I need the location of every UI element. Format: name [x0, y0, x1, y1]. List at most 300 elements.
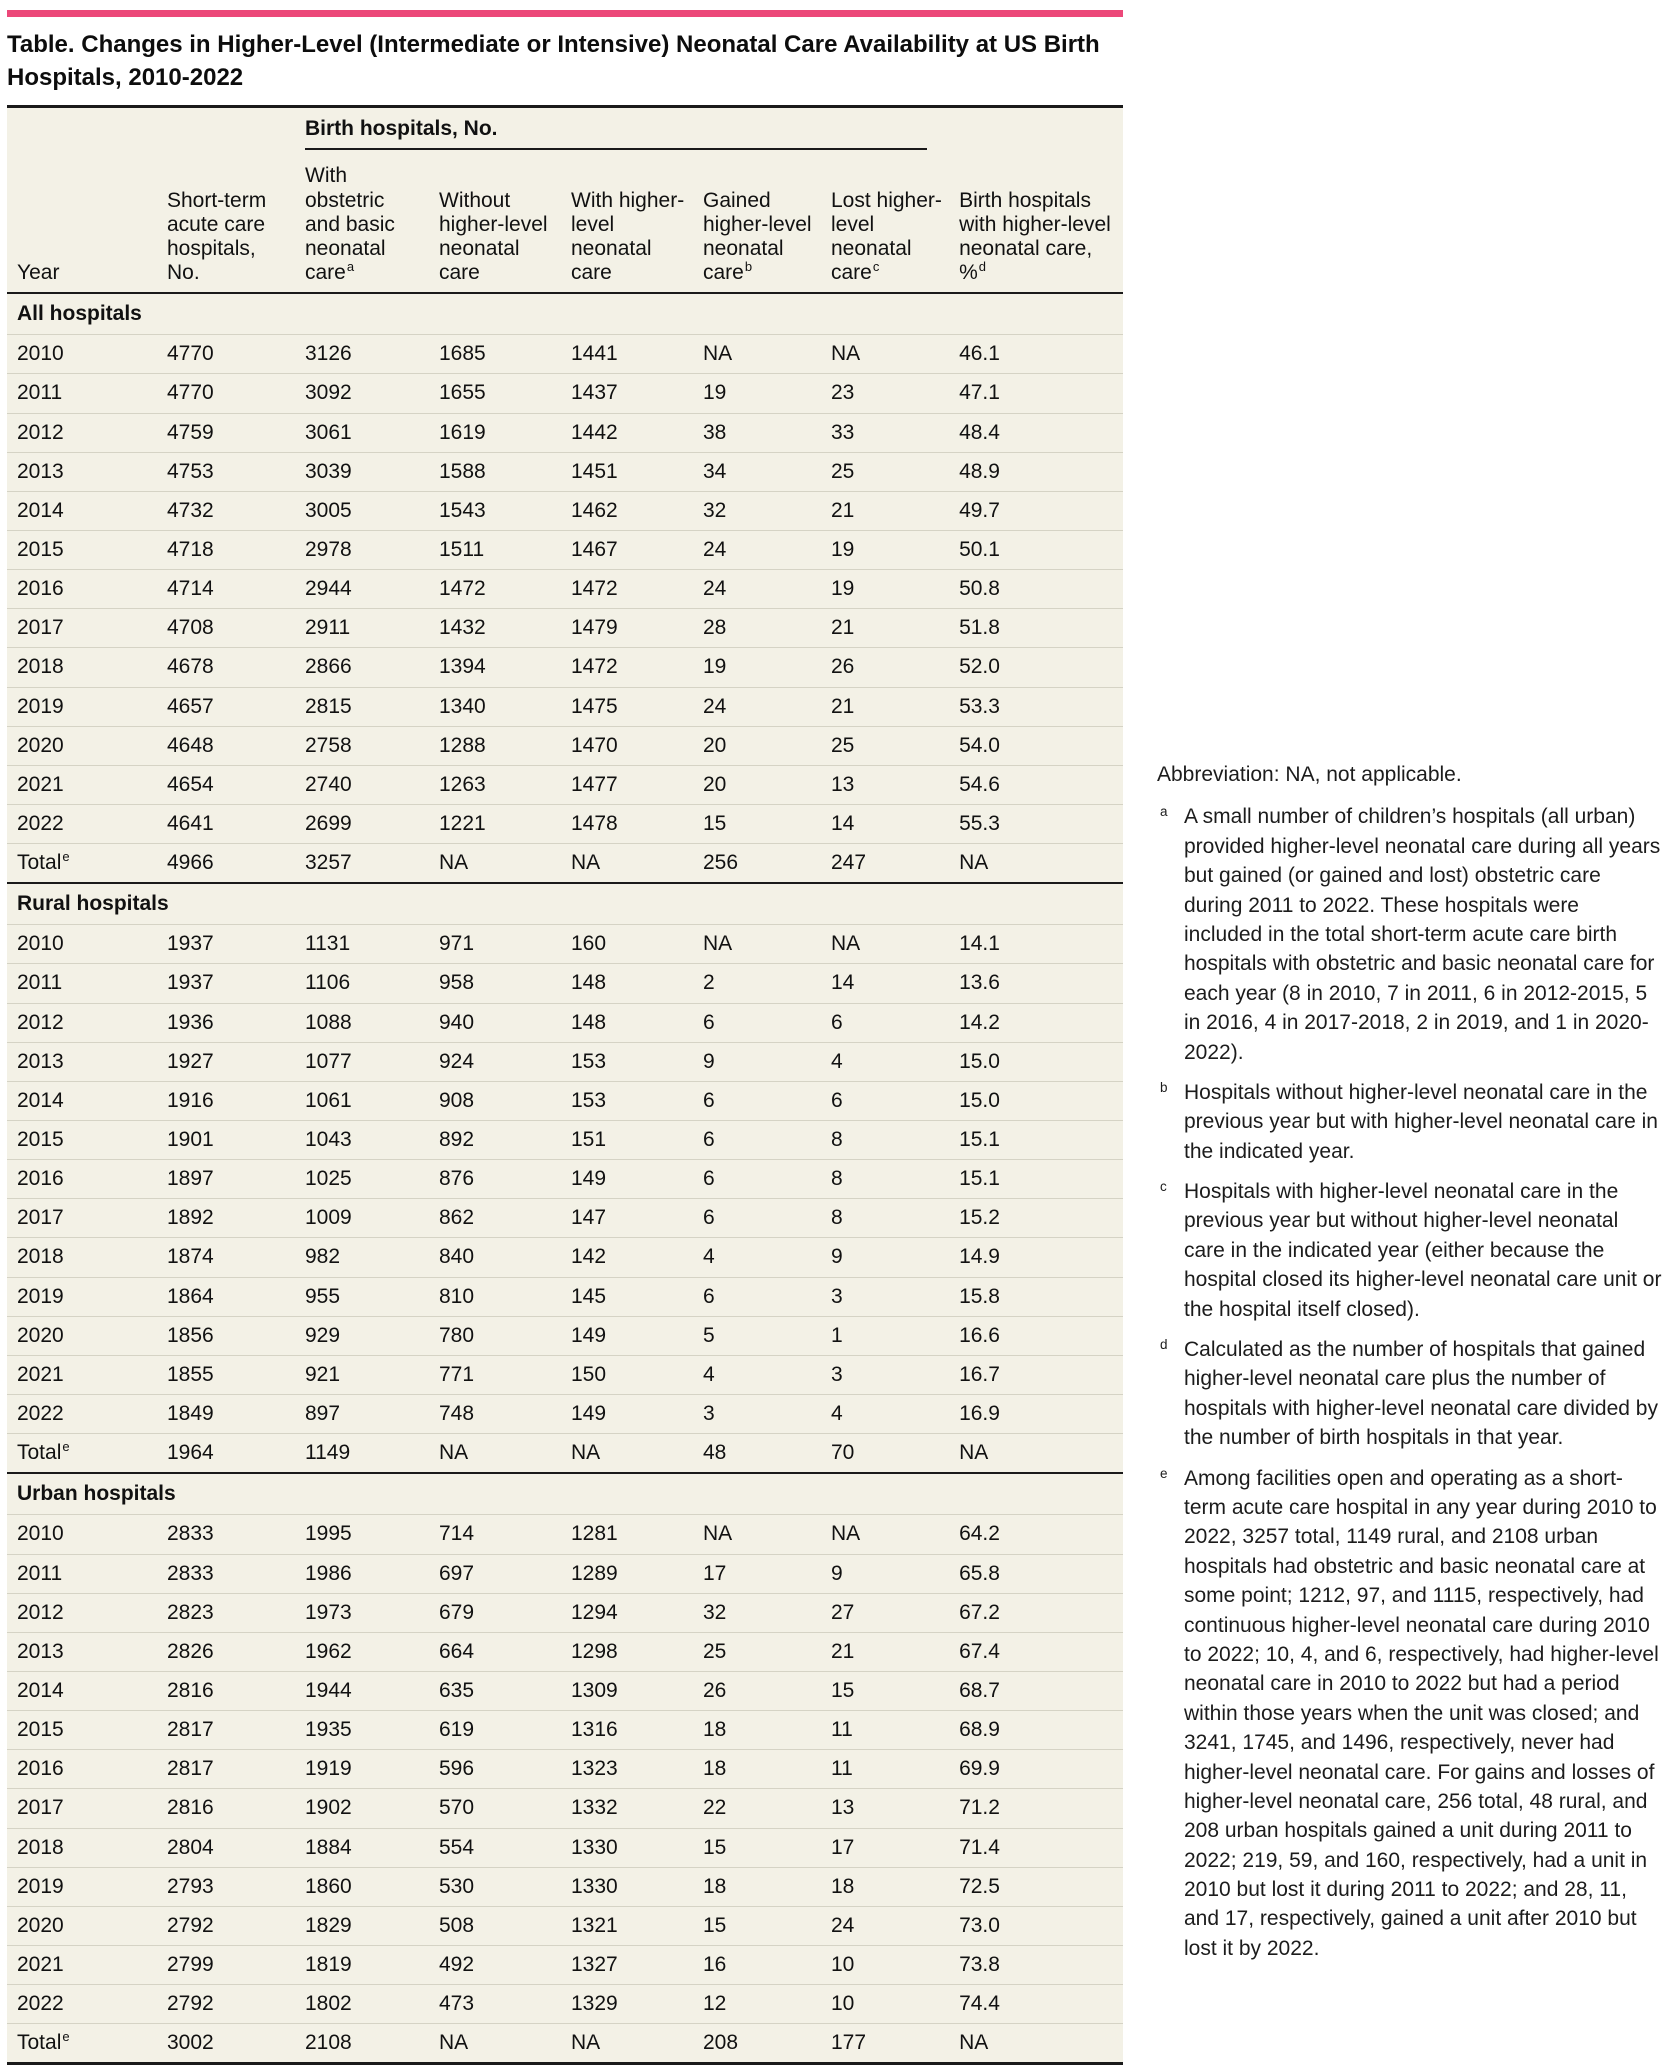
- table-cell: 1919: [295, 1750, 429, 1789]
- table-cell: 940: [429, 1003, 561, 1042]
- table-cell: 2019: [7, 1867, 157, 1906]
- table-cell: 2019: [7, 687, 157, 726]
- table-cell: NA: [821, 1515, 949, 1554]
- table-cell: 2804: [157, 1828, 295, 1867]
- table-cell: 3: [821, 1277, 949, 1316]
- table-cell: 148: [561, 964, 693, 1003]
- table-cell: 596: [429, 1750, 561, 1789]
- table-cell: 6: [693, 1121, 821, 1160]
- table-cell: 71.4: [949, 1828, 1123, 1867]
- table-cell: NA: [693, 1515, 821, 1554]
- table-cell: 13.6: [949, 964, 1123, 1003]
- table-cell: 1892: [157, 1199, 295, 1238]
- table-cell: 9: [693, 1042, 821, 1081]
- table-cell: 2011: [7, 964, 157, 1003]
- table-row: [7, 1554, 1123, 1593]
- table-cell: 2816: [157, 1672, 295, 1711]
- table-cell: 4: [821, 1395, 949, 1434]
- table-cell: 892: [429, 1121, 561, 1160]
- table-cell: 28: [693, 609, 821, 648]
- table-cell: 2020: [7, 1316, 157, 1355]
- table-cell: 929: [295, 1316, 429, 1355]
- table-cell: 1221: [429, 804, 561, 843]
- table-cell: 8: [821, 1121, 949, 1160]
- table-cell: 50.1: [949, 530, 1123, 569]
- table-cell: 2021: [7, 1355, 157, 1394]
- table-cell: 25: [693, 1632, 821, 1671]
- table-cell: 22: [693, 1789, 821, 1828]
- column-header-gained-higher-level: [693, 157, 821, 293]
- table-cell: 1935: [295, 1711, 429, 1750]
- table-cell: 530: [429, 1867, 561, 1906]
- table-cell: 2019: [7, 1277, 157, 1316]
- table-cell: 897: [295, 1395, 429, 1434]
- table-cell: 1149: [295, 1434, 429, 1474]
- column-header-label: With obstetric and basic neonatal care: [305, 164, 395, 284]
- table-cell: 18: [693, 1867, 821, 1906]
- table-cell: 1995: [295, 1515, 429, 1554]
- footnote-marker: c: [872, 258, 880, 274]
- table-cell: 18: [821, 1867, 949, 1906]
- table-row: [7, 765, 1123, 804]
- table-cell: 142: [561, 1238, 693, 1277]
- table-cell: 14: [821, 804, 949, 843]
- column-header-label: With higher-level neonatal care: [571, 188, 685, 284]
- table-cell: 19: [821, 570, 949, 609]
- table-cell: 2013: [7, 452, 157, 491]
- table-cell: 1340: [429, 687, 561, 726]
- total-row-label: Total$^e$: [7, 844, 157, 884]
- table-cell: 3002: [157, 2024, 295, 2064]
- table-cell: 2: [693, 964, 821, 1003]
- footnote-marker: b: [744, 258, 753, 274]
- table-cell: 1263: [429, 765, 561, 804]
- table-row: [7, 804, 1123, 843]
- accent-rule: [7, 10, 1123, 17]
- table-row: [7, 687, 1123, 726]
- table-cell: 635: [429, 1672, 561, 1711]
- table-cell: 2826: [157, 1632, 295, 1671]
- table-cell: 908: [429, 1081, 561, 1120]
- footnote-marker: e: [62, 849, 70, 865]
- table-cell: 2014: [7, 491, 157, 530]
- table-cell: 32: [693, 1593, 821, 1632]
- table-cell: 4678: [157, 648, 295, 687]
- table-cell: 2018: [7, 1828, 157, 1867]
- table-cell: 68.7: [949, 1672, 1123, 1711]
- table-cell: 69.9: [949, 1750, 1123, 1789]
- table-cell: 19: [821, 530, 949, 569]
- table-cell: 1874: [157, 1238, 295, 1277]
- table-cell: 54.6: [949, 765, 1123, 804]
- table-cell: 2012: [7, 413, 157, 452]
- table-cell: 1394: [429, 648, 561, 687]
- table-cell: NA: [561, 1434, 693, 1474]
- table-cell: 1288: [429, 726, 561, 765]
- table-cell: 32: [693, 491, 821, 530]
- section-header-row: [7, 293, 1123, 335]
- table-cell: 24: [693, 570, 821, 609]
- footnote-marker: d: [1160, 1337, 1168, 1353]
- table-cell: 51.8: [949, 609, 1123, 648]
- column-header-with-higher-level: [561, 157, 693, 293]
- table-cell: 147: [561, 1199, 693, 1238]
- table-cell: 1470: [561, 726, 693, 765]
- section-header-row: [7, 883, 1123, 925]
- table-cell: 1973: [295, 1593, 429, 1632]
- table-cell: 3039: [295, 452, 429, 491]
- table-cell: 982: [295, 1238, 429, 1277]
- table-cell: 492: [429, 1946, 561, 1985]
- table-cell: 1294: [561, 1593, 693, 1632]
- table-cell: 2740: [295, 765, 429, 804]
- table-cell: 70: [821, 1434, 949, 1474]
- table-cell: NA: [949, 844, 1123, 884]
- table-cell: 6: [821, 1081, 949, 1120]
- table-row: [7, 964, 1123, 1003]
- table-cell: 1802: [295, 1985, 429, 2024]
- table-cell: 9: [821, 1238, 949, 1277]
- table-cell: 9: [821, 1554, 949, 1593]
- table-cell: 2799: [157, 1946, 295, 1985]
- table-cell: 6: [821, 1003, 949, 1042]
- table-cell: 714: [429, 1515, 561, 1554]
- table-cell: NA: [693, 335, 821, 374]
- table-row: [7, 726, 1123, 765]
- table-cell: 25: [821, 452, 949, 491]
- table-cell: 1936: [157, 1003, 295, 1042]
- table-cell: 840: [429, 1238, 561, 1277]
- table-cell: 3: [821, 1355, 949, 1394]
- table-cell: 48.4: [949, 413, 1123, 452]
- footnote-marker: e: [1160, 1465, 1168, 1481]
- footnote-e: [1157, 1464, 1663, 1964]
- table-row: [7, 1277, 1123, 1316]
- table-cell: 16.6: [949, 1316, 1123, 1355]
- table-cell: 2015: [7, 1711, 157, 1750]
- table-cell: 619: [429, 1711, 561, 1750]
- table-row: [7, 374, 1123, 413]
- table-row: [7, 530, 1123, 569]
- footnote-marker: a: [1160, 804, 1168, 820]
- table-cell: 149: [561, 1395, 693, 1434]
- table-cell: 145: [561, 1277, 693, 1316]
- table-cell: 2017: [7, 609, 157, 648]
- table-row: [7, 1711, 1123, 1750]
- footnote-marker: a: [346, 258, 355, 274]
- table-cell: 73.0: [949, 1906, 1123, 1945]
- table-cell: 1475: [561, 687, 693, 726]
- table-cell: 1944: [295, 1672, 429, 1711]
- table-cell: 153: [561, 1081, 693, 1120]
- table-cell: 15.8: [949, 1277, 1123, 1316]
- table-cell: 2014: [7, 1081, 157, 1120]
- table-cell: 1897: [157, 1160, 295, 1199]
- table-cell: 1478: [561, 804, 693, 843]
- header-row-group: [7, 107, 1123, 158]
- table-cell: 1856: [157, 1316, 295, 1355]
- table-cell: 2010: [7, 1515, 157, 1554]
- table-cell: 12: [693, 1985, 821, 2024]
- footnote-marker: e: [62, 2029, 70, 2045]
- table-cell: 1289: [561, 1554, 693, 1593]
- table-cell: 1937: [157, 964, 295, 1003]
- table-cell: 955: [295, 1277, 429, 1316]
- table-cell: 17: [693, 1554, 821, 1593]
- table-cell: 5: [693, 1316, 821, 1355]
- column-header-label: Gained higher-level neonatal care: [703, 188, 812, 284]
- table-cell: 2022: [7, 804, 157, 843]
- table-cell: 1025: [295, 1160, 429, 1199]
- footnote-d: [1157, 1335, 1663, 1453]
- table-cell: NA: [821, 335, 949, 374]
- column-header-label: Year: [17, 260, 60, 284]
- table-cell: 38: [693, 413, 821, 452]
- table-cell: 1131: [295, 925, 429, 964]
- table-cell: 1467: [561, 530, 693, 569]
- table-cell: 1316: [561, 1711, 693, 1750]
- total-row-label: Total$^e$: [7, 2024, 157, 2064]
- table-cell: 780: [429, 1316, 561, 1355]
- table-cell: 4: [693, 1238, 821, 1277]
- table-column: [7, 10, 1123, 2065]
- table-cell: 15: [821, 1672, 949, 1711]
- table-cell: 771: [429, 1355, 561, 1394]
- table-row: [7, 1985, 1123, 2024]
- table-cell: 148: [561, 1003, 693, 1042]
- table-cell: 1819: [295, 1946, 429, 1985]
- footnote-text: Hospitals with higher-level neonatal care in the previous year but without higher-level neonatal care in the indicated year (either because the hospital closed its higher-level neonatal care unit or the hospital itself closed).: [1184, 1180, 1662, 1321]
- table-row: [7, 1160, 1123, 1199]
- table-cell: NA: [949, 2024, 1123, 2064]
- table-cell: 160: [561, 925, 693, 964]
- table-cell: 15: [693, 1828, 821, 1867]
- total-row: [7, 1434, 1123, 1474]
- table-cell: 2978: [295, 530, 429, 569]
- table-row: [7, 1316, 1123, 1355]
- footnote-text: Among facilities open and operating as a short-term acute care hospital in any year during 2010 to 2022, 3257 total, 1149 rural, and 2108 urban hospitals had obstetric and basic neonatal care at some point; 1212, 97, and 1115, respectively, had continuous higher-level neonatal care during 2010 to 2022; 10, 4, and 6, respectively, had higher-level neonatal care in 2010 to 2022 but had a period within those years when the unit was closed; and 3241, 1745, and 1496, respectively, never had higher-level neonatal care. For gains and losses of higher-level neonatal care, 256 total, 48 rural, and 208 urban hospitals gained a unit during 2011 to 2022; 219, 59, and 160, respectively, had a unit in 2010 but lost it during 2011 to 2022; and 28, 11, and 17, respectively, gained a unit after 2010 but lost it by 2022.: [1184, 1466, 1659, 1960]
- table-row: [7, 1867, 1123, 1906]
- table-cell: 2021: [7, 765, 157, 804]
- table-cell: 3005: [295, 491, 429, 530]
- table-cell: 2866: [295, 648, 429, 687]
- table-cell: 23: [821, 374, 949, 413]
- table-cell: 15: [693, 804, 821, 843]
- total-row-label: Total$^e$: [7, 1434, 157, 1474]
- table-cell: 2911: [295, 609, 429, 648]
- table-cell: 67.4: [949, 1632, 1123, 1671]
- table-cell: 1432: [429, 609, 561, 648]
- table-cell: 2016: [7, 1160, 157, 1199]
- footnote-marker: d: [978, 258, 986, 274]
- table-cell: 2013: [7, 1042, 157, 1081]
- table-cell: 26: [821, 648, 949, 687]
- footnote-text: A small number of children’s hospitals (all urban) provided higher-level neonatal care during all years but gained (or gained and lost) obstetric care during 2011 to 2022. These hospitals were included in the total short-term acute care birth hospitals with obstetric and basic neonatal care for each year (8 in 2010, 7 in 2011, 6 in 2012-2015, 5 in 2016, 4 in 2017-2018, 2 in 2019, and 1 in 2020-2022).: [1184, 805, 1661, 1064]
- table-cell: 4966: [157, 844, 295, 884]
- table-cell: 4708: [157, 609, 295, 648]
- table-cell: 15.2: [949, 1199, 1123, 1238]
- table-cell: 810: [429, 1277, 561, 1316]
- table-cell: NA: [949, 1434, 1123, 1474]
- table-cell: 247: [821, 844, 949, 884]
- footnote-marker: b: [1160, 1079, 1168, 1095]
- table-cell: 958: [429, 964, 561, 1003]
- table-cell: 46.1: [949, 335, 1123, 374]
- table-cell: 34: [693, 452, 821, 491]
- table-cell: 53.3: [949, 687, 1123, 726]
- table-cell: 1077: [295, 1042, 429, 1081]
- table-cell: 1472: [561, 570, 693, 609]
- table-cell: 1451: [561, 452, 693, 491]
- table-cell: 17: [821, 1828, 949, 1867]
- table-cell: 4718: [157, 530, 295, 569]
- table-cell: 33: [821, 413, 949, 452]
- table-row: [7, 1750, 1123, 1789]
- table-cell: 1864: [157, 1277, 295, 1316]
- table-cell: 1986: [295, 1554, 429, 1593]
- column-group-header-birth-hospitals: [295, 107, 949, 158]
- section-header-label: Rural hospitals: [7, 883, 1123, 925]
- table-row: [7, 1828, 1123, 1867]
- table-cell: 11: [821, 1711, 949, 1750]
- table-row: [7, 1906, 1123, 1945]
- table-row: [7, 1789, 1123, 1828]
- table-cell: 14.9: [949, 1238, 1123, 1277]
- table-row: [7, 1515, 1123, 1554]
- table-cell: 3061: [295, 413, 429, 452]
- table-cell: 6: [693, 1199, 821, 1238]
- table-cell: 1330: [561, 1867, 693, 1906]
- table-cell: 2015: [7, 530, 157, 569]
- table-cell: NA: [561, 844, 693, 884]
- section-header-label: All hospitals: [7, 293, 1123, 335]
- table-cell: 2011: [7, 1554, 157, 1593]
- table-cell: 2793: [157, 1867, 295, 1906]
- table-row: [7, 1672, 1123, 1711]
- table-cell: 24: [821, 1906, 949, 1945]
- footnote-marker: c: [1160, 1179, 1167, 1195]
- table-cell: 4: [693, 1355, 821, 1394]
- table-cell: 27: [821, 1593, 949, 1632]
- table-cell: 2010: [7, 335, 157, 374]
- footnote-b: [1157, 1078, 1663, 1166]
- table-cell: 20: [693, 726, 821, 765]
- table-cell: 48: [693, 1434, 821, 1474]
- table-cell: 10: [821, 1946, 949, 1985]
- table-cell: 862: [429, 1199, 561, 1238]
- table-cell: 1829: [295, 1906, 429, 1945]
- footnote-a: [1157, 802, 1663, 1067]
- table-row: [7, 1632, 1123, 1671]
- table-cell: 1884: [295, 1828, 429, 1867]
- table-row: [7, 925, 1123, 964]
- table-cell: 876: [429, 1160, 561, 1199]
- table-cell: 208: [693, 2024, 821, 2064]
- table-cell: 19: [693, 374, 821, 413]
- table-cell: 1902: [295, 1789, 429, 1828]
- footnote-c: [1157, 1177, 1663, 1324]
- table-cell: 473: [429, 1985, 561, 2024]
- table-cell: 14.2: [949, 1003, 1123, 1042]
- table-cell: 14: [821, 964, 949, 1003]
- table-cell: 2823: [157, 1593, 295, 1632]
- table-cell: 6: [693, 1160, 821, 1199]
- table-cell: 1962: [295, 1632, 429, 1671]
- table-cell: 1511: [429, 530, 561, 569]
- data-table: [7, 105, 1123, 2065]
- table-row: [7, 1946, 1123, 1985]
- table-cell: 153: [561, 1042, 693, 1081]
- table-cell: 67.2: [949, 1593, 1123, 1632]
- table-cell: 554: [429, 1828, 561, 1867]
- table-cell: 1106: [295, 964, 429, 1003]
- table-cell: 4753: [157, 452, 295, 491]
- table-cell: 73.8: [949, 1946, 1123, 1985]
- total-row: [7, 844, 1123, 884]
- table-cell: 1849: [157, 1395, 295, 1434]
- table-cell: 49.7: [949, 491, 1123, 530]
- table-cell: 6: [693, 1081, 821, 1120]
- table-cell: 1472: [429, 570, 561, 609]
- table-cell: 18: [693, 1711, 821, 1750]
- column-header-label: Without higher-level neonatal care: [439, 188, 548, 284]
- table-cell: 1462: [561, 491, 693, 530]
- table-cell: 679: [429, 1593, 561, 1632]
- table-cell: 4641: [157, 804, 295, 843]
- table-cell: 4714: [157, 570, 295, 609]
- footnote-text: Hospitals without higher-level neonatal care in the previous year but with higher-level neonatal care in the indicated year.: [1184, 1080, 1658, 1163]
- column-group-label: Birth hospitals, No.: [305, 115, 927, 150]
- table-row: [7, 1355, 1123, 1394]
- footnote-text: Calculated as the number of hospitals that gained higher-level neonatal care plus the number of hospitals with higher-level neonatal care divided by the number of birth hospitals in that year.: [1184, 1338, 1658, 1450]
- table-cell: 1442: [561, 413, 693, 452]
- table-cell: 54.0: [949, 726, 1123, 765]
- table-cell: 65.8: [949, 1554, 1123, 1593]
- table-cell: 2012: [7, 1003, 157, 1042]
- table-cell: 1437: [561, 374, 693, 413]
- table-cell: 3: [693, 1395, 821, 1434]
- table-cell: 1: [821, 1316, 949, 1355]
- table-cell: 14.1: [949, 925, 1123, 964]
- table-cell: 1088: [295, 1003, 429, 1042]
- table-cell: 4654: [157, 765, 295, 804]
- table-cell: 15.1: [949, 1160, 1123, 1199]
- table-cell: 2021: [7, 1946, 157, 1985]
- table-cell: NA: [429, 2024, 561, 2064]
- table-cell: 1655: [429, 374, 561, 413]
- table-row: [7, 648, 1123, 687]
- section-header-row: [7, 1473, 1123, 1515]
- column-header-year: [7, 107, 157, 293]
- table-cell: 921: [295, 1355, 429, 1394]
- table-cell: 151: [561, 1121, 693, 1160]
- table-cell: 2944: [295, 570, 429, 609]
- table-cell: 149: [561, 1316, 693, 1355]
- table-cell: 4657: [157, 687, 295, 726]
- table-row: [7, 1238, 1123, 1277]
- table-cell: 2792: [157, 1985, 295, 2024]
- table-cell: 1479: [561, 609, 693, 648]
- table-cell: 1937: [157, 925, 295, 964]
- table-cell: 50.8: [949, 570, 1123, 609]
- table-cell: 15: [693, 1906, 821, 1945]
- table-cell: 1927: [157, 1042, 295, 1081]
- column-header-label: Birth hospitals with higher-level neonatal care, %: [959, 188, 1111, 284]
- table-cell: 15.0: [949, 1081, 1123, 1120]
- table-cell: 1309: [561, 1672, 693, 1711]
- table-cell: 2108: [295, 2024, 429, 2064]
- table-row: [7, 413, 1123, 452]
